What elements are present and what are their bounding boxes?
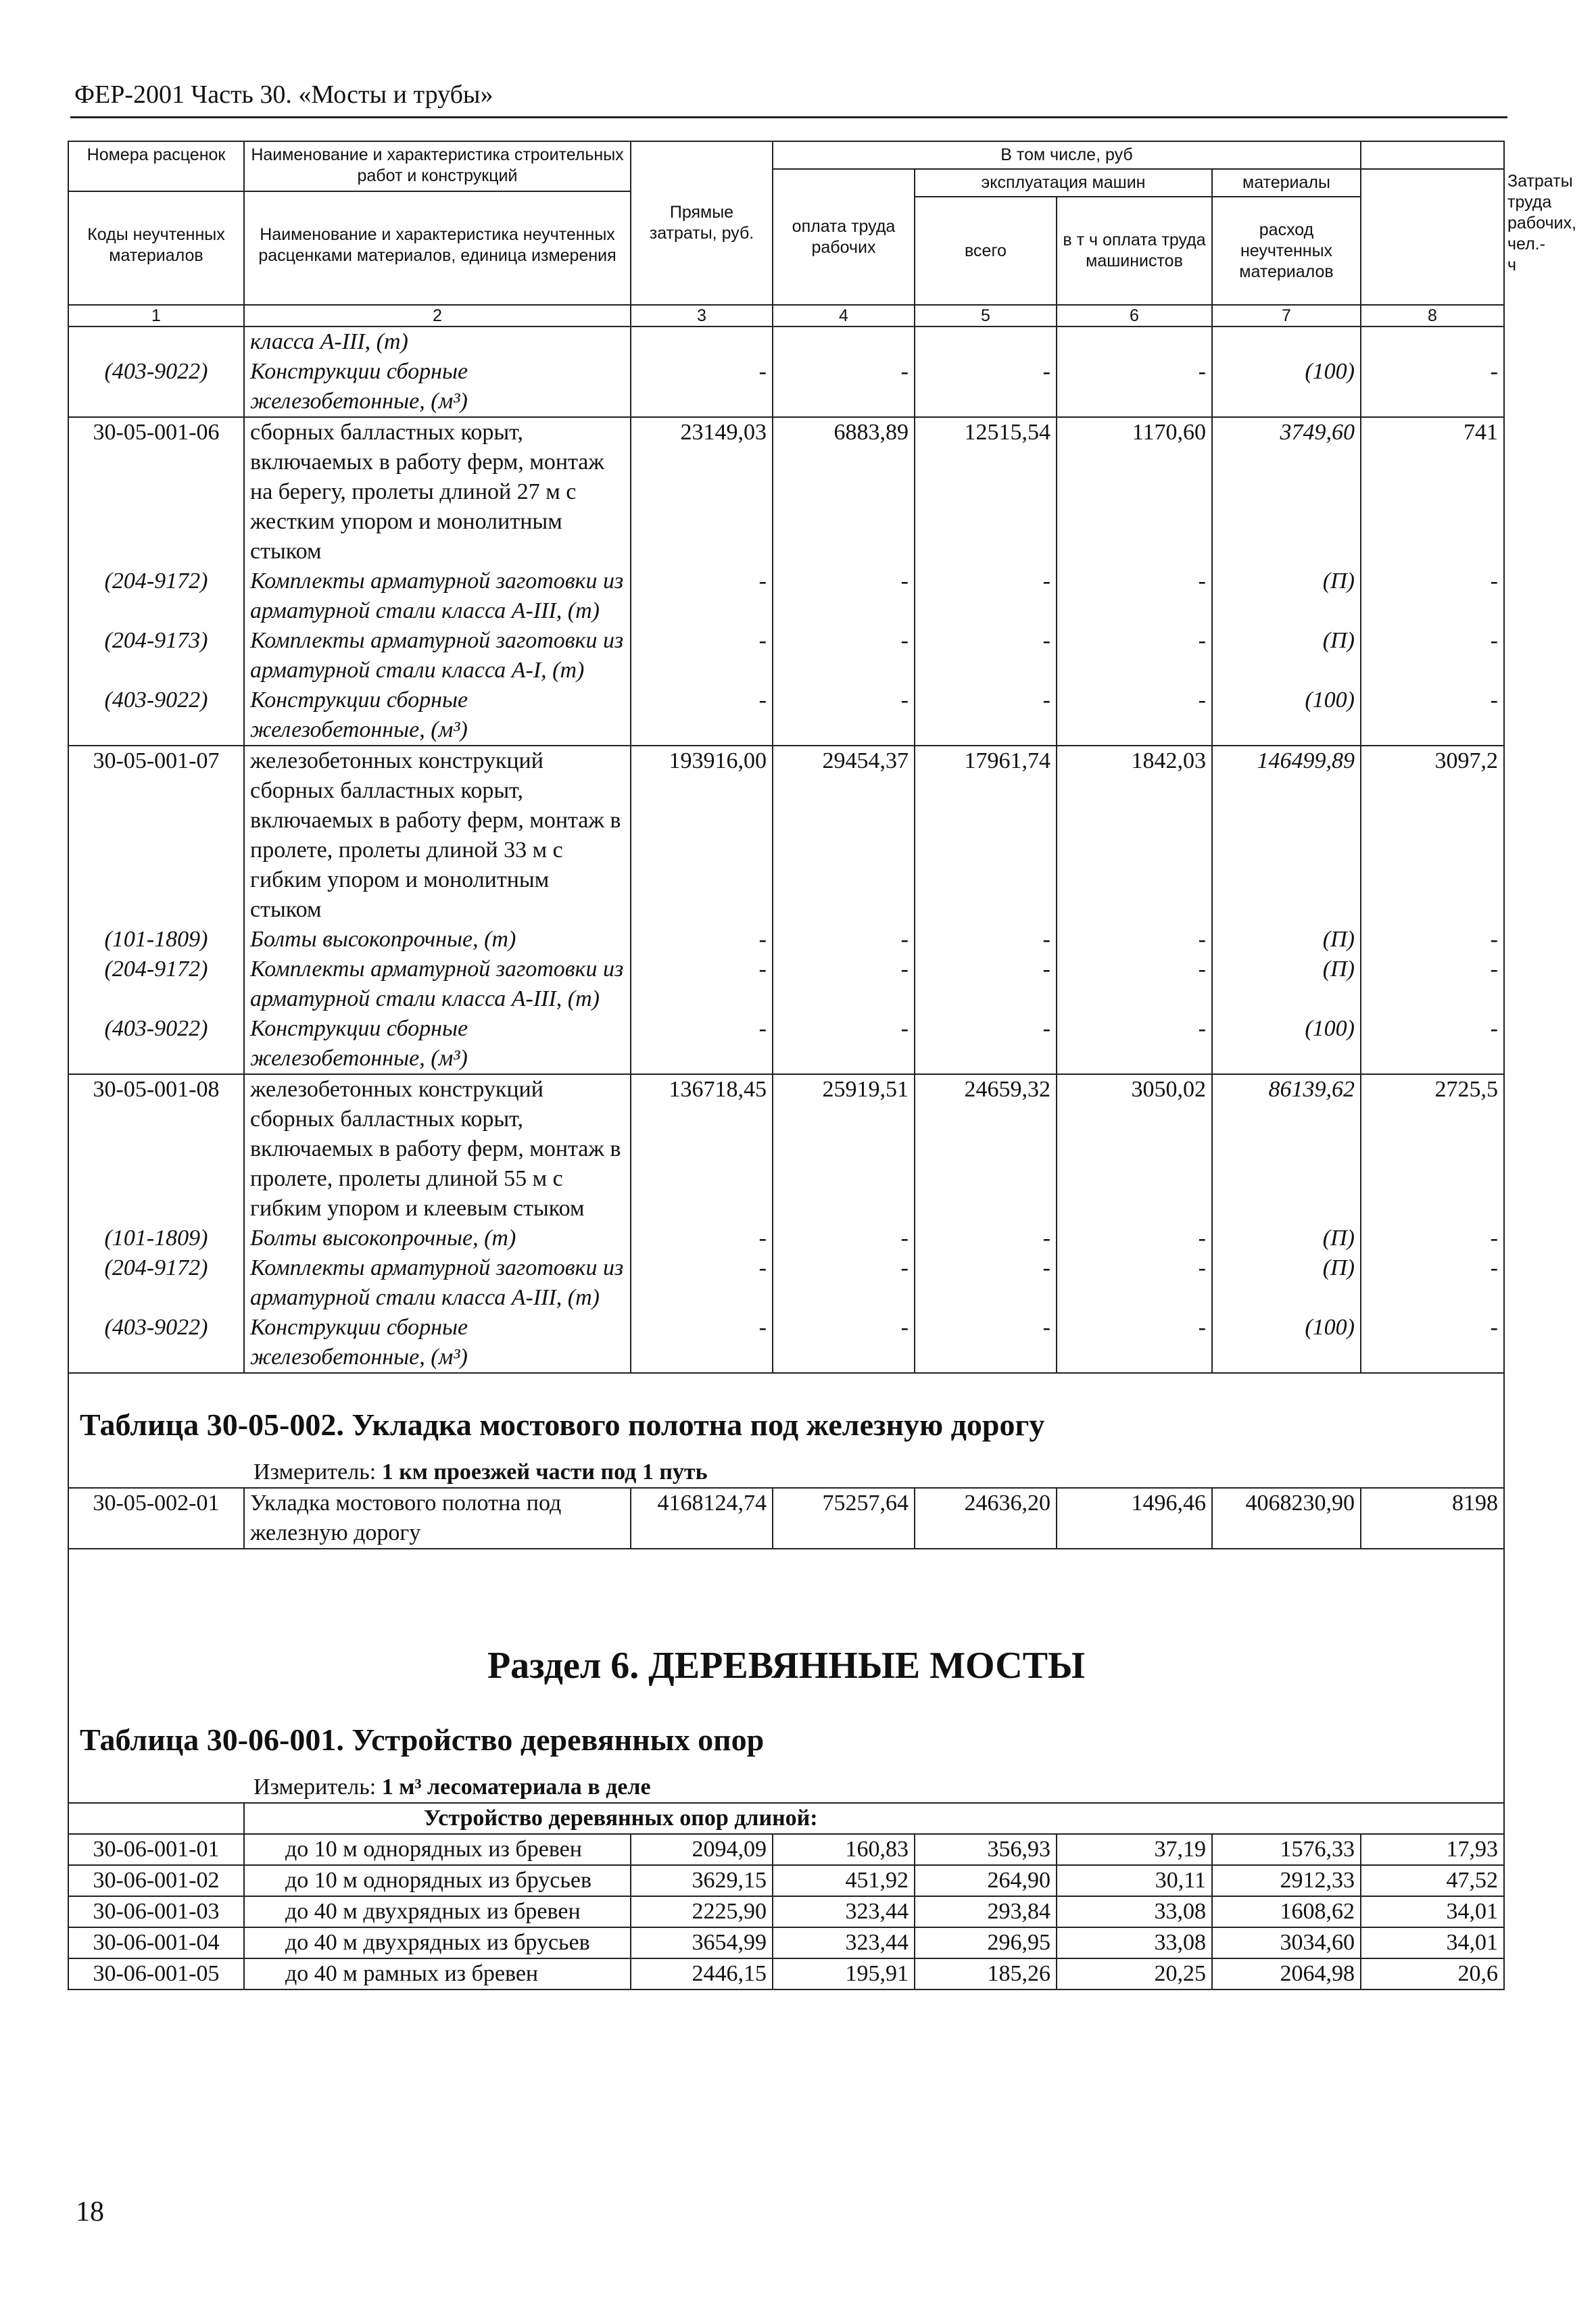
materials: (100) [1212, 1313, 1361, 1373]
operator-wages: - [1057, 685, 1212, 746]
direct-costs: - [631, 925, 773, 955]
labor-hours: - [1361, 1253, 1504, 1313]
direct-costs: 2446,15 [631, 1958, 773, 1989]
rate-code: (204-9172) [68, 566, 244, 626]
wages: - [773, 1253, 915, 1313]
operator-wages: 3050,02 [1057, 1074, 1212, 1224]
rate-code: (403-9022) [68, 685, 244, 746]
wages: 323,44 [773, 1896, 915, 1927]
labor-hours: 17,93 [1361, 1834, 1504, 1865]
machines-total: - [915, 1313, 1057, 1373]
column-number: 5 [915, 305, 1057, 327]
rate-name: Конструкции сборные железобетонные, (м³) [244, 1014, 631, 1074]
rate-name: Конструкции сборные железобетонные, (м³) [244, 1313, 631, 1373]
operator-wages: 33,08 [1057, 1896, 1212, 1927]
materials: 146499,89 [1212, 746, 1361, 925]
operator-wages: 1496,46 [1057, 1488, 1212, 1549]
page-number: 18 [76, 2196, 104, 2227]
operator-wages: 1842,03 [1057, 746, 1212, 925]
materials: (100) [1212, 357, 1361, 417]
material-row [68, 925, 1504, 955]
rate-name: Комплекты арматурной заготовки из арматурной стали класса А-I, (т) [244, 626, 631, 685]
labor-hours: 20,6 [1361, 1958, 1504, 1989]
direct-costs: - [631, 1313, 773, 1373]
column-numbers-row [68, 305, 1504, 327]
material-row [68, 327, 1504, 357]
machines-total: - [915, 357, 1057, 417]
direct-costs: - [631, 1224, 773, 1253]
measure-label: Измеритель: [253, 1459, 382, 1485]
machines-total: - [915, 925, 1057, 955]
table-title-30-06-001: Таблица 30-06-001. Устройство деревянных опор [80, 1722, 765, 1757]
direct-costs: - [631, 955, 773, 1014]
wages: 6883,89 [773, 417, 915, 566]
column-number: 6 [1057, 305, 1212, 327]
materials: 3749,60 [1212, 417, 1361, 566]
col-header-materials: материалы [1212, 169, 1361, 197]
table-row [68, 417, 1504, 566]
direct-costs: 193916,00 [631, 746, 773, 925]
rate-name: Болты высокопрочные, (т) [244, 1224, 631, 1253]
col-header-rate-numbers: Номера расценок [69, 142, 243, 192]
machines-total: - [915, 955, 1057, 1014]
labor-hours: - [1361, 357, 1504, 417]
rate-name: до 40 м рамных из бревен [244, 1958, 631, 1989]
header-rule [70, 116, 1507, 118]
materials: (П) [1212, 1224, 1361, 1253]
col-header-wages: оплата труда рабочих [773, 169, 915, 305]
measure-value: 1 м³ лесоматериала в деле [381, 1775, 651, 1800]
col-header-spacer [1361, 141, 1504, 169]
col-header-total: всего [915, 197, 1057, 305]
materials: (П) [1212, 626, 1361, 685]
operator-wages [1057, 327, 1212, 357]
rate-name: Укладка мостового полотна под железную дорогу [244, 1488, 631, 1549]
rate-code: 30-06-001-01 [68, 1834, 244, 1865]
labor-hours: - [1361, 925, 1504, 955]
direct-costs [631, 327, 773, 357]
wages: 195,91 [773, 1958, 915, 1989]
materials: 3034,60 [1212, 1927, 1361, 1958]
rate-name: до 10 м однорядных из бревен [244, 1834, 631, 1865]
rate-code: 30-05-001-07 [68, 746, 244, 925]
labor-hours: 741 [1361, 417, 1504, 566]
table-body-30-06-001 [68, 1834, 1504, 1989]
direct-costs: - [631, 1253, 773, 1313]
labor-hours: - [1361, 566, 1504, 626]
table-row [68, 1488, 1504, 1549]
rate-code: 30-06-001-05 [68, 1958, 244, 1989]
column-number: 1 [68, 305, 244, 327]
table-head-row-1: Номера расценок Коды неучтенных материалов Наименование и характеристика строительных работ и конструкций Наименование и характеристика неучтенных расценками материалов, единица измерения Прямые затраты, руб. В том числе, руб Затраты труда рабочих, чел.-ч [68, 141, 1504, 169]
direct-costs: - [631, 357, 773, 417]
rate-code: (403-9022) [68, 357, 244, 417]
wages: 323,44 [773, 1927, 915, 1958]
wages: - [773, 685, 915, 746]
machines-total: - [915, 1253, 1057, 1313]
rate-code: 30-05-001-06 [68, 417, 244, 566]
direct-costs: - [631, 626, 773, 685]
col-header-codes [68, 141, 244, 305]
materials: 1608,62 [1212, 1896, 1361, 1927]
machines-total: 24659,32 [915, 1074, 1057, 1224]
column-number: 8 [1361, 305, 1504, 327]
labor-hours: - [1361, 955, 1504, 1014]
machines-total: 296,95 [915, 1927, 1057, 1958]
measure-label: Измеритель: [253, 1775, 382, 1800]
rate-name: до 40 м двухрядных из брусьев [244, 1927, 631, 1958]
rate-name: до 10 м однорядных из брусьев [244, 1865, 631, 1896]
section-title: Раздел 6. ДЕРЕВЯННЫЕ МОСТЫ [487, 1645, 1086, 1687]
table-row [68, 1834, 1504, 1865]
labor-hours: 3097,2 [1361, 746, 1504, 925]
materials: 86139,62 [1212, 1074, 1361, 1224]
wages: - [773, 955, 915, 1014]
materials: (П) [1212, 925, 1361, 955]
col-header-operator-wages: в т ч оплата труда машинистов [1057, 197, 1212, 305]
operator-wages: 33,08 [1057, 1927, 1212, 1958]
wages: - [773, 1224, 915, 1253]
table-row [68, 746, 1504, 925]
labor-hours: 8198 [1361, 1488, 1504, 1549]
machines-total: 293,84 [915, 1896, 1057, 1927]
wages: - [773, 1014, 915, 1074]
col-header-direct-costs: Прямые затраты, руб. [631, 141, 773, 305]
machines-total: 17961,74 [915, 746, 1057, 925]
rate-code: (403-9022) [68, 1313, 244, 1373]
labor-hours: - [1361, 1014, 1504, 1074]
direct-costs: - [631, 685, 773, 746]
rate-name: сборных балластных корыт, включаемых в работу ферм, монтаж на берегу, пролеты длиной 27 м с жестким упором и монолитным стыком [244, 417, 631, 566]
labor-hours: 2725,5 [1361, 1074, 1504, 1224]
rate-name: железобетонных конструкций сборных балластных корыт, включаемых в работу ферм, монтаж в пролете, пролеты длиной 33 м с гибким упором и монолитным стыком [244, 746, 631, 925]
materials: 4068230,90 [1212, 1488, 1361, 1549]
page-header-title: ФЕР-2001 Часть 30. «Мосты и трубы» [74, 80, 493, 109]
material-row [68, 955, 1504, 1014]
table-30-05-002-block [68, 1373, 1504, 1834]
column-number: 7 [1212, 305, 1361, 327]
rate-code: 30-05-002-01 [68, 1488, 244, 1549]
wages: 160,83 [773, 1834, 915, 1865]
direct-costs: 23149,03 [631, 417, 773, 566]
labor-hours: 47,52 [1361, 1865, 1504, 1896]
table-row [68, 1896, 1504, 1927]
wages: - [773, 357, 915, 417]
rate-code: 30-06-001-04 [68, 1927, 244, 1958]
rate-name: Конструкции сборные железобетонные, (м³) [244, 357, 631, 417]
operator-wages: - [1057, 925, 1212, 955]
machines-total: 24636,20 [915, 1488, 1057, 1549]
material-row [68, 626, 1504, 685]
col-header-machines: эксплуатация машин [915, 169, 1212, 197]
rate-code: (204-9172) [68, 955, 244, 1014]
rate-code: (101-1809) [68, 1224, 244, 1253]
rate-name: Комплекты арматурной заготовки из арматурной стали класса А-III, (т) [244, 1253, 631, 1313]
col-header-material-name: Наименование и характеристика неучтенных расценками материалов, единица измерения [258, 225, 616, 265]
table-row [68, 1927, 1504, 1958]
operator-wages: - [1057, 955, 1212, 1014]
material-row [68, 685, 1504, 746]
measure-value: 1 км проезжей части под 1 путь [381, 1459, 708, 1485]
wages: 451,92 [773, 1865, 915, 1896]
machines-total: - [915, 1014, 1057, 1074]
table-title-30-05-002: Таблица 30-05-002. Укладка мостового полотна под железную дорогу [80, 1407, 1045, 1442]
direct-costs: 3654,99 [631, 1927, 773, 1958]
wages: 75257,64 [773, 1488, 915, 1549]
machines-total: 356,93 [915, 1834, 1057, 1865]
materials: (П) [1212, 1253, 1361, 1313]
machines-total [915, 327, 1057, 357]
direct-costs: 3629,15 [631, 1865, 773, 1896]
rate-code [68, 327, 244, 357]
materials: (100) [1212, 685, 1361, 746]
column-number: 3 [631, 305, 773, 327]
machines-total: - [915, 626, 1057, 685]
labor-hours: - [1361, 1224, 1504, 1253]
rate-name: Комплекты арматурной заготовки из арматурной стали класса А-III, (т) [244, 566, 631, 626]
table-row [68, 1958, 1504, 1989]
material-row [68, 1253, 1504, 1313]
wages: 29454,37 [773, 746, 915, 925]
rate-code: 30-06-001-03 [68, 1896, 244, 1927]
labor-hours: 34,01 [1361, 1896, 1504, 1927]
measure-30-05-002 [74, 1457, 1498, 1487]
direct-costs: - [631, 1014, 773, 1074]
rate-code: (403-9022) [68, 1014, 244, 1074]
rate-name: Комплекты арматурной заготовки из арматурной стали класса А-III, (т) [244, 955, 631, 1014]
rate-name: Болты высокопрочные, (т) [244, 925, 631, 955]
rates-table [68, 141, 1576, 1990]
machines-total: - [915, 1224, 1057, 1253]
machines-total: - [915, 685, 1057, 746]
measure-30-06-001 [74, 1772, 1498, 1802]
table-body-30-05-001 [68, 327, 1504, 1373]
operator-wages: - [1057, 1224, 1212, 1253]
col-header-names [244, 141, 631, 305]
rate-code: 30-06-001-02 [68, 1865, 244, 1896]
wages: 25919,51 [773, 1074, 915, 1224]
col-header-work-name: Наименование и характеристика строительных работ и конструкций [245, 142, 630, 192]
operator-wages: - [1057, 1253, 1212, 1313]
material-row [68, 566, 1504, 626]
wages: - [773, 626, 915, 685]
rate-code: (204-9172) [68, 1253, 244, 1313]
wages: - [773, 1313, 915, 1373]
operator-wages: - [1057, 566, 1212, 626]
operator-wages: - [1057, 626, 1212, 685]
machines-total: - [915, 566, 1057, 626]
wages: - [773, 566, 915, 626]
rate-code: (204-9173) [68, 626, 244, 685]
col-header-material-usage: расход неучтенных материалов [1212, 197, 1361, 305]
labor-hours: 34,01 [1361, 1927, 1504, 1958]
materials: 2064,98 [1212, 1958, 1361, 1989]
operator-wages: - [1057, 1313, 1212, 1373]
machines-total: 185,26 [915, 1958, 1057, 1989]
machines-total: 12515,54 [915, 417, 1057, 566]
direct-costs: 2225,90 [631, 1896, 773, 1927]
rate-name: до 40 м двухрядных из бревен [244, 1896, 631, 1927]
rate-name: Конструкции сборные железобетонные, (м³) [244, 685, 631, 746]
labor-hours: - [1361, 685, 1504, 746]
operator-wages: 30,11 [1057, 1865, 1212, 1896]
col-header-material-codes: Коды неучтенных материалов [87, 225, 225, 265]
operator-wages: 20,25 [1057, 1958, 1212, 1989]
direct-costs: 136718,45 [631, 1074, 773, 1224]
operator-wages: 37,19 [1057, 1834, 1212, 1865]
labor-hours: - [1361, 1313, 1504, 1373]
rate-name: класса А-III, (т) [244, 327, 631, 357]
materials [1212, 327, 1361, 357]
group-heading: Устройство деревянных опор длиной: [244, 1803, 1504, 1834]
rate-code: (101-1809) [68, 925, 244, 955]
labor-hours [1361, 327, 1504, 357]
col-header-including: В том числе, руб [773, 141, 1361, 169]
wages [773, 327, 915, 357]
labor-hours: - [1361, 626, 1504, 685]
material-row [68, 1313, 1504, 1373]
table-row [68, 1074, 1504, 1224]
direct-costs: 2094,09 [631, 1834, 773, 1865]
column-number: 2 [244, 305, 631, 327]
material-row [68, 1224, 1504, 1253]
materials: (П) [1212, 955, 1361, 1014]
operator-wages: - [1057, 1014, 1212, 1074]
wages: - [773, 925, 915, 955]
column-number: 4 [773, 305, 915, 327]
operator-wages: 1170,60 [1057, 417, 1212, 566]
materials: (100) [1212, 1014, 1361, 1074]
operator-wages: - [1057, 357, 1212, 417]
direct-costs: - [631, 566, 773, 626]
rate-name: железобетонных конструкций сборных балластных корыт, включаемых в работу ферм, монтаж в пролете, пролеты длиной 55 м с гибким упором и клеевым стыком [244, 1074, 631, 1224]
material-row [68, 357, 1504, 417]
table-row [68, 1865, 1504, 1896]
rate-code: 30-05-001-08 [68, 1074, 244, 1224]
direct-costs: 4168124,74 [631, 1488, 773, 1549]
material-row [68, 1014, 1504, 1074]
materials: (П) [1212, 566, 1361, 626]
materials: 1576,33 [1212, 1834, 1361, 1865]
machines-total: 264,90 [915, 1865, 1057, 1896]
materials: 2912,33 [1212, 1865, 1361, 1896]
